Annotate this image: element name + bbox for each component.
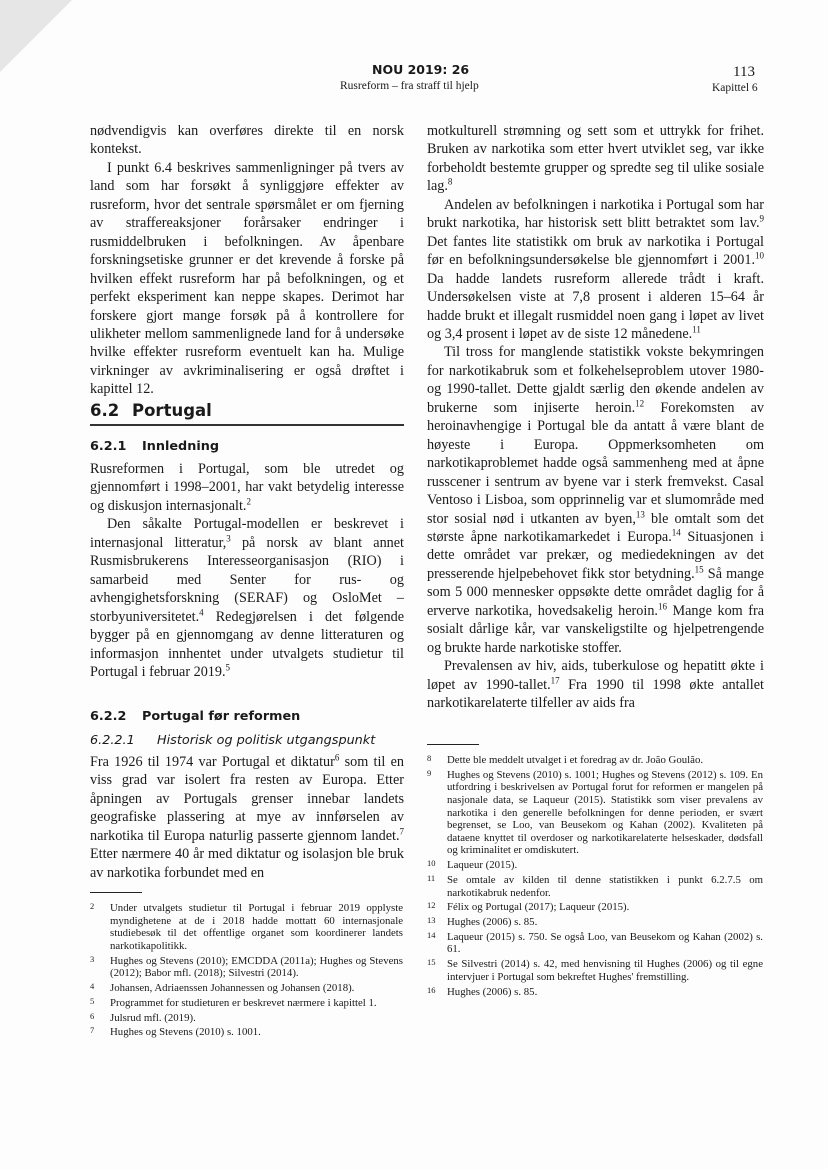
paragraph-text: Fra 1990 til 1998 økte antallet narkotikarelaterte tilfeller av aids fra <box>427 676 764 712</box>
right-column-text <box>427 122 764 713</box>
footnote-number: 13 <box>427 915 436 926</box>
footnote-ref[interactable]: 17 <box>550 674 560 685</box>
subsection-heading-innledning <box>90 439 219 454</box>
footnote <box>90 1026 403 1039</box>
footnote-text: Félix og Portugal (2017); Laqueur (2015). <box>447 901 630 914</box>
footnote-number: 7 <box>90 1025 95 1036</box>
footnote-number: 10 <box>427 858 436 869</box>
footnote-ref[interactable]: 14 <box>671 527 681 538</box>
intro-text <box>90 122 404 399</box>
footnote-text: Se Silvestri (2014) s. 42, med henvisning til Hughes (2006) og til egne intervjuer i Portugal som bekreftet Hughes' fremstilling. <box>447 958 763 983</box>
footnote-number: 12 <box>427 900 436 911</box>
footnote-text: Hughes (2006) s. 85. <box>447 985 538 998</box>
paragraph <box>427 122 764 196</box>
section-heading <box>90 401 212 420</box>
paragraph <box>427 657 764 712</box>
paragraph <box>427 343 764 657</box>
footnote <box>427 986 763 999</box>
chapter-label: Kapittel 6 <box>712 82 758 94</box>
footnote-rule <box>90 892 142 893</box>
footnote-number: 11 <box>427 872 436 883</box>
paragraph-text: på norsk av blant annet Rusmisbrukerens Interesseorganisasjon (RIO) i samarbeid med Senter for rus- og avhengighetsforskning (SERAF) og OsloMet – storbyuniversitetet. <box>90 534 405 625</box>
footnote-number: 16 <box>427 984 436 995</box>
footnote <box>90 997 403 1010</box>
footnote <box>427 874 763 899</box>
footnote-ref[interactable]: 16 <box>657 601 667 612</box>
footnote-ref[interactable]: 13 <box>635 508 645 519</box>
footnote-number: 4 <box>90 980 95 991</box>
footnote <box>427 859 763 872</box>
paragraph-text: Det fantes lite statistikk om bruk av narkotika i Portugal før en befolkningsundersøkelse ble gjennomført i 2001. <box>427 233 764 269</box>
paragraph-text: nødvendigvis kan overføres direkte til en norsk kontekst. <box>90 123 404 158</box>
subsection-heading-portugal-for-reformen <box>90 709 300 724</box>
subsection-title: Innledning <box>142 439 219 454</box>
footnote <box>427 931 763 956</box>
footnote-ref[interactable]: 9 <box>759 213 764 224</box>
section-rule <box>90 424 404 426</box>
footnote-text: Laqueur (2015) s. 750. Se også Loo, van Beusekom og Kahan (2002) s. 61. <box>447 930 763 956</box>
subsubsection-number: 6.2.2.1 <box>90 733 135 748</box>
footnote-number: 6 <box>90 1010 95 1021</box>
paragraph <box>90 460 404 515</box>
footnote <box>427 769 763 857</box>
section-number: 6.2 <box>90 401 120 420</box>
report-id: NOU 2019: 26 <box>372 62 470 77</box>
footnote <box>427 958 763 983</box>
footnote-ref[interactable]: 15 <box>694 564 704 575</box>
footnote <box>90 1012 403 1025</box>
paragraph-text: Forekomsten av heroinavhengige i Portugal ble da antatt å være blant de høyeste i Europa. Oppmerksomheten om narkotikaproblemet hadde også sammenheng med at åpne russcener i sentrum av byene var i sterk fremvekst. Casal Ventoso i Lisboa, som opprinnelig var et slumområde med stor sosial nød i utkanten av byen, <box>427 399 764 527</box>
paragraph-text: Prevalensen av hiv, aids, tuberkulose og hepatitt økte i løpet av 1990-tallet. <box>427 658 764 693</box>
subsubsection-title: Historisk og politisk utgangspunkt <box>157 733 376 748</box>
paragraph-text: som til en viss grad var isolert fra resten av Europa. Etter åpningen av Portugals grenser innebar landets geografiske plassering at mye av innførselen av narkotika til Europa naturlig passerte gjennom landet. <box>90 754 404 844</box>
subsection-title: Portugal før reformen <box>142 709 301 724</box>
footnote-ref[interactable]: 4 <box>199 606 204 617</box>
paragraph-text: Situasjonen i dette området var prekær, og mediedekningen av det presserende hjelpebehovet fikk stor betydning. <box>427 528 764 582</box>
footnote-ref[interactable]: 10 <box>755 250 764 261</box>
footnote-rule <box>427 744 479 745</box>
footnote-text: Hughes og Stevens (2010); EMCDDA (2011a); Hughes og Stevens (2012); Babor mfl. (2018); Silvestri (2014). <box>110 954 403 980</box>
innledning-text <box>90 460 404 681</box>
footnote-number: 8 <box>427 753 432 763</box>
footnote-number: 15 <box>427 957 436 968</box>
section-title: Portugal <box>132 401 212 420</box>
paragraph <box>90 515 404 681</box>
paragraph-text: Til tross for manglende statistikk vokste bekymringen for narkotikabruk som et folkehelseproblem utover 1980- og 1990-tallet. Dette gjaldt særlig den økende andelen av brukerne som injiserte heroin. <box>427 344 764 416</box>
footnote-text: Hughes (2006) s. 85. <box>447 916 538 929</box>
paragraph <box>90 159 404 399</box>
footnote-text: Johansen, Adriaenssen Johannessen og Johansen (2018). <box>110 981 355 994</box>
footnote-text: Laqueur (2015). <box>447 859 518 872</box>
footnote-ref[interactable]: 7 <box>399 826 404 837</box>
footnote-ref[interactable]: 6 <box>334 752 340 763</box>
footnote <box>427 901 763 914</box>
right-footnotes <box>427 754 763 1000</box>
paragraph-text: motkulturell strømning og sett som et uttrykk for frihet. Bruken av narkotika som etter hvert utviklet seg, var ikke forbeholdt bestemte grupper og spredte seg til ulike sosiale lag. <box>427 123 764 195</box>
footnote-text: Hughes og Stevens (2010) s. 1001; Hughes og Stevens (2012) s. 109. En utfordring i beskrivelsen av Portugal forut for reformen er mangelen på nasjonale data, se Laqueur (2015). Statistikk som viser prevalens av narkotika i den generelle befolkningen for denne perioden, er svært begrenset, se Loo, van Beusekom og Kahan (2002). Kvaliteten på dataene knyttet til overdoser og narkotikarelaterte helseskader, dødsfall og kriminalitet er omdiskutert. <box>447 768 763 857</box>
footnote-ref[interactable]: 3 <box>226 533 231 544</box>
footnote <box>427 916 763 929</box>
paragraph <box>90 122 404 159</box>
scan-page-fold <box>0 0 72 72</box>
footnote <box>427 754 763 767</box>
paragraph-text: I punkt 6.4 beskrives sammenligninger på tvers av land som har forsøkt å synliggjøre effekter av rusreform, hvor det sentrale spørsmålet er om fjerning av straffereaksjoner forårsaker endringer i rusmiddelbruken i befolkningen. Av åpenbare forskningsetiske grunner er det krevende å forske på hvilken effekt rusreform har på befolkningen, og et perfekt eksperiment kan neppe skapes. Derimot har forskere gjort mange forsøk på å kontrollere for ulikheter mellom sammenlignede land for å undersøke hvilke effekter rusreform eventuelt kan ha. Mulige virkninger av avkriminalisering er også drøftet i kapittel 12. <box>90 159 404 398</box>
paragraph-text: Da hadde landets rusreform allerede trådt i kraft. Undersøkelsen viste at 7,8 prosent i alderen 15–64 år hadde brukt et illegalt rusmiddel noen gang i løpet av livet og 3,4 prosent i løpet av de siste 12 månedene. <box>427 270 764 342</box>
subsubsection-heading <box>90 733 375 748</box>
paragraph-text: Rusreformen i Portugal, som ble utredet og gjennomført i 1998–2001, har vakt betydelig interesse og diskusjon internasjonalt. <box>90 461 404 514</box>
paragraph-text: Andelen av befolkningen i narkotika i Portugal som har brukt narkotika, har historisk sett blitt betraktet som lav. <box>427 196 764 232</box>
footnote-text: Hughes og Stevens (2010) s. 1001. <box>110 1026 261 1039</box>
footnote-ref[interactable]: 12 <box>635 398 645 409</box>
footnote-text: Julsrud mfl. (2019). <box>110 1011 196 1024</box>
footnote-ref[interactable]: 2 <box>246 496 251 507</box>
page-number: 113 <box>733 64 755 80</box>
footnote-text: Programmet for studieturen er beskrevet nærmere i kapittel 1. <box>110 996 377 1009</box>
subsection-number: 6.2.1 <box>90 439 127 454</box>
footnote-number: 9 <box>427 767 432 778</box>
paragraph-text: Mange kom fra sosialt dårlige kår, var vanskeligstilte og hjelpetrengende og brukte harde narkotiske stoffer. <box>427 602 764 656</box>
footnote <box>90 955 403 980</box>
footnote-text: Under utvalgets studietur til Portugal i februar 2019 opplyste myndighetene at de i 2018 hadde mottatt 60 internasjonale studiebesøk til det offentlige organet som koordinerer landets narkotikapolitikk. <box>110 902 403 952</box>
left-footnotes <box>90 902 403 1041</box>
historisk-text <box>90 753 404 882</box>
paragraph <box>90 753 404 882</box>
footnote-text: Se omtale av kilden til denne statistikken i punkt 6.2.7.5 om narkotikabruk nedenfor. <box>447 873 763 899</box>
paragraph-text: Så mange som 5 000 mennesker oppsøkte dette området daglig for å erverve narkotika, hovedsakelig heroin. <box>427 565 764 619</box>
footnote-number: 5 <box>90 995 95 1006</box>
footnote-number: 14 <box>427 929 436 940</box>
footnote-number: 2 <box>90 901 95 911</box>
footnote-number: 3 <box>90 953 95 964</box>
paragraph-text: ble omtalt som det største åpne narkotikamarkedet i Europa. <box>427 510 764 545</box>
footnote-text: Dette ble meddelt utvalget i et foredrag av dr. João Goulão. <box>447 754 704 766</box>
footnote <box>90 982 403 995</box>
paragraph-text: Den såkalte Portugal-modellen er beskrevet i internasjonal litteratur, <box>90 516 404 551</box>
footnote <box>90 902 403 952</box>
paragraph-text: Fra 1926 til 1974 var Portugal et diktatur <box>90 754 335 770</box>
paragraph-text: Etter nærmere 40 år med diktatur og isolasjon ble bruk av narkotika forbundet med en <box>90 846 404 881</box>
subsection-number: 6.2.2 <box>90 709 127 724</box>
footnote-ref[interactable]: 11 <box>692 324 701 335</box>
paragraph-text: Redegjørelsen i det følgende bygger på en gjennomgang av denne litteraturen og informasjon innhentet under utvalgets studietur til Portugal i februar 2019. <box>90 608 404 680</box>
report-subtitle: Rusreform – fra straff til hjelp <box>340 80 479 92</box>
footnote-ref[interactable]: 8 <box>447 176 453 187</box>
footnote-ref[interactable]: 5 <box>225 662 231 673</box>
paragraph <box>427 196 764 344</box>
